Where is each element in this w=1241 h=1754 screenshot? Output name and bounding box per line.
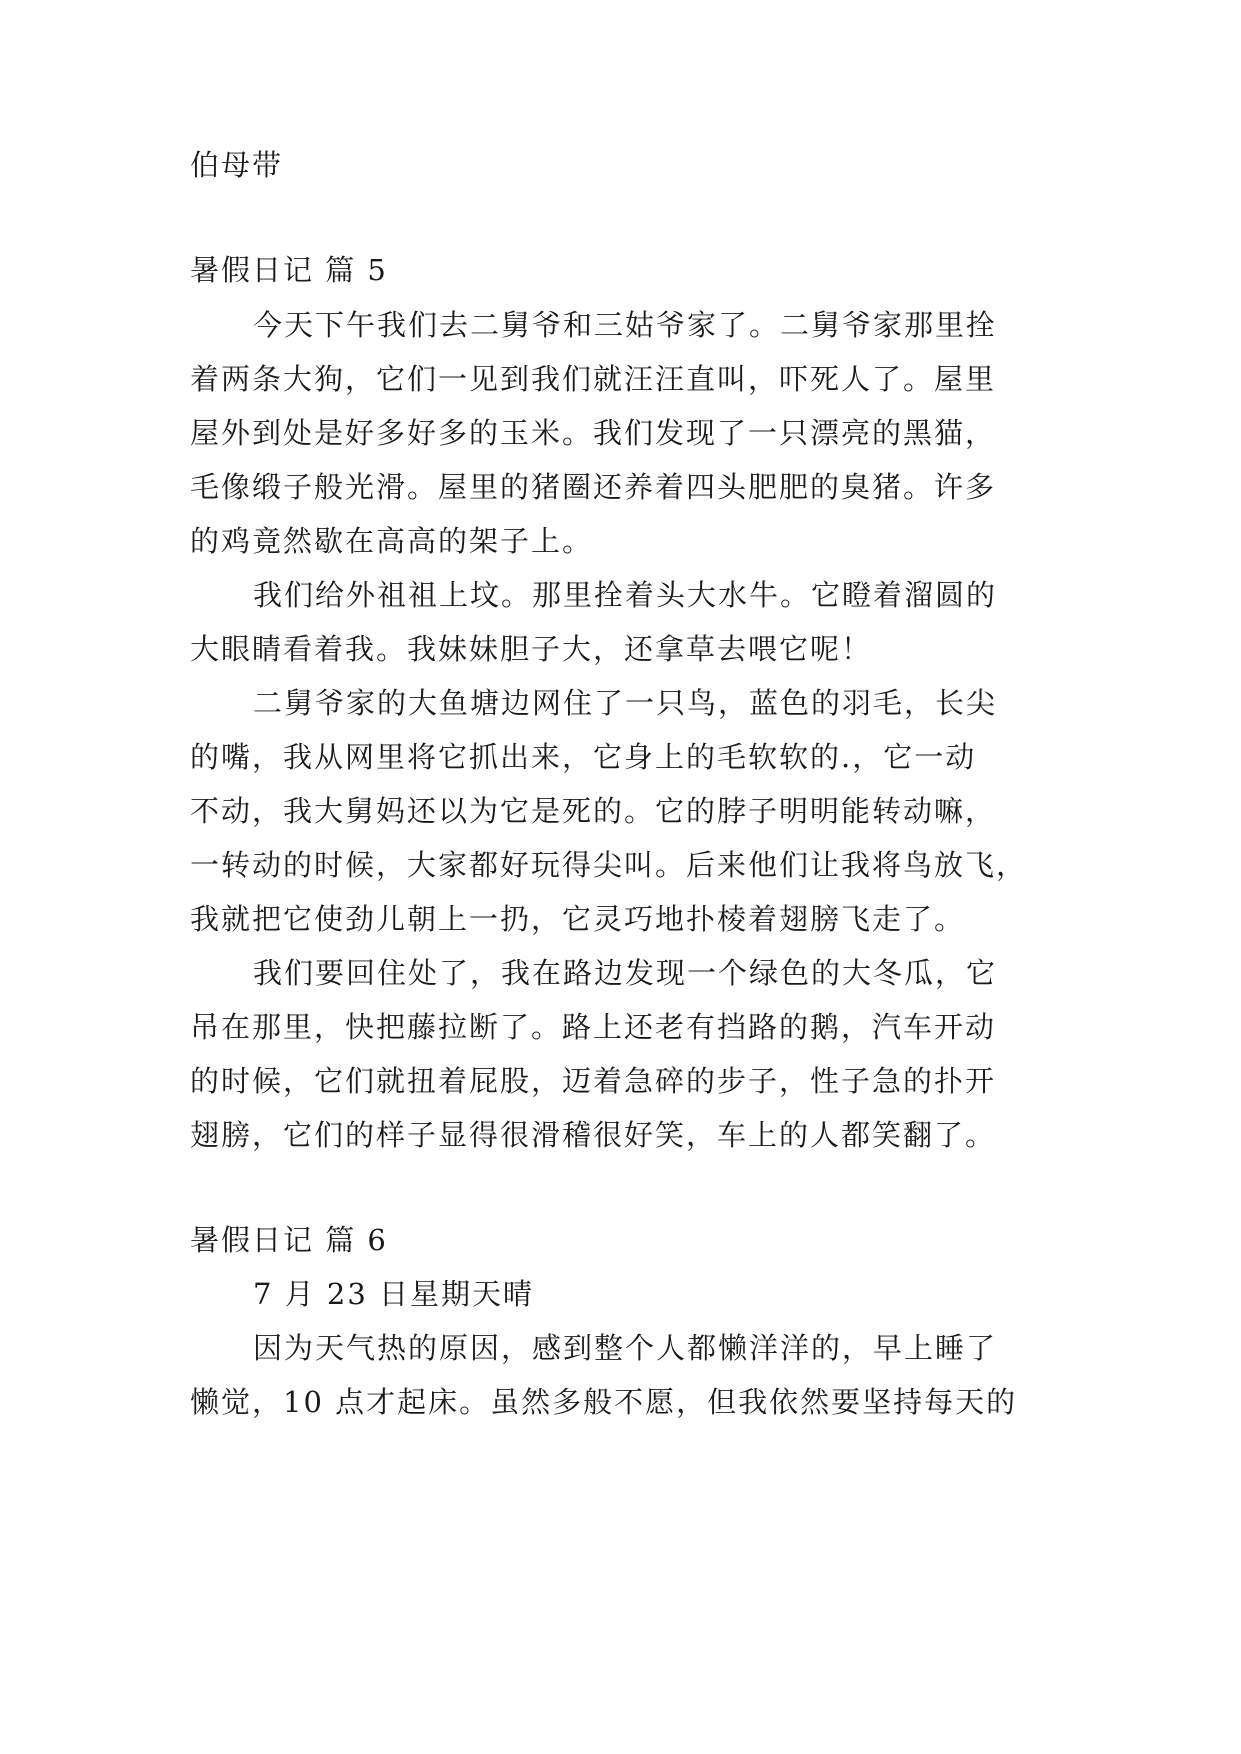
paragraph-line: 毛像缎子般光滑。屋里的猪圈还养着四头肥肥的臭猪。许多 [190, 470, 997, 504]
paragraph-line: 今天下午我们去二舅爷和三姑爷家了。二舅爷家那里拴 [253, 308, 998, 342]
date-line: 7 月 23 日星期天晴 [253, 1277, 535, 1311]
paragraph-line: 的时候，它们就扭着屁股，迈着急碎的步子，性子急的扑开 [190, 1064, 997, 1098]
section-heading: 暑假日记 篇 6 [190, 1223, 388, 1257]
paragraph-line: 因为天气热的原因，感到整个人都懒洋洋的，早上睡了 [253, 1331, 998, 1365]
paragraph-line: 懒觉，10 点才起床。虽然多般不愿，但我依然要坚持每天的 [190, 1385, 1018, 1419]
paragraph-line: 一转动的时候，大家都好玩得尖叫。后来他们让我将鸟放飞， [190, 848, 1028, 882]
paragraph-line: 的鸡竟然歇在高高的架子上。 [190, 524, 594, 558]
paragraph-line: 我就把它使劲儿朝上一扔，它灵巧地扑棱着翅膀飞走了。 [190, 902, 966, 936]
paragraph-line: 屋外到处是好多好多的玉米。我们发现了一只漂亮的黑猫， [190, 416, 997, 450]
paragraph-line: 着两条大狗，它们一见到我们就汪汪直叫，吓死人了。屋里 [190, 362, 997, 396]
paragraph-line: 我们给外祖祖上坟。那里拴着头大水牛。它瞪着溜圆的 [253, 578, 998, 612]
paragraph-line: 大眼睛看着我。我妹妹胆子大，还拿草去喂它呢！ [190, 632, 873, 666]
fragment-line: 伯母带 [190, 148, 284, 182]
paragraph-line: 二舅爷家的大鱼塘边网住了一只鸟，蓝色的羽毛，长尖 [253, 686, 998, 720]
section-heading: 暑假日记 篇 5 [190, 253, 388, 287]
paragraph-line: 吊在那里，快把藤拉断了。路上还老有挡路的鹅，汽车开动 [190, 1010, 997, 1044]
paragraph-line: 不动，我大舅妈还以为它是死的。它的脖子明明能转动嘛， [190, 794, 997, 828]
paragraph-line: 翅膀，它们的样子显得很滑稽很好笑，车上的人都笑翻了。 [190, 1118, 997, 1152]
paragraph-line: 的嘴，我从网里将它抓出来，它身上的毛软软的.，它一动 [190, 740, 977, 774]
paragraph-line: 我们要回住处了，我在路边发现一个绿色的大冬瓜，它 [253, 956, 998, 990]
